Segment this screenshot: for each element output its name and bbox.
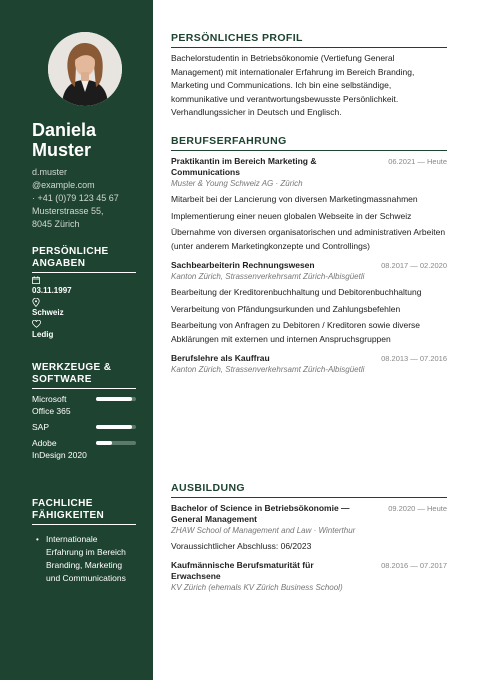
skill-level-bar <box>96 425 136 429</box>
phone-number: +41 (0)79 123 45 67 <box>37 193 119 203</box>
contact-info <box>32 166 142 231</box>
education-header <box>171 503 447 525</box>
personal-details-section <box>32 246 136 342</box>
personal-details-list <box>32 276 136 342</box>
job-entry <box>171 353 447 376</box>
job-title: Sachbearbeiterin Rechnungswesen <box>171 260 315 270</box>
skills-section <box>32 498 136 585</box>
job-date: 08.2017 — 02.2020 <box>381 261 447 270</box>
first-name: Daniela <box>32 120 97 140</box>
skill-level-fill <box>96 425 132 429</box>
job-task: Implementierung einer neuen globalen Webseite in der Schweiz <box>171 210 412 221</box>
job-task: Bearbeitung von Anfragen zu Debitoren / Kreditoren sowie diverse Abklärungen mit externen und internen Anspruchsgruppen <box>171 320 421 344</box>
tool-name: SAP <box>32 422 50 432</box>
last-name: Muster <box>32 140 92 160</box>
job-entry <box>171 260 447 346</box>
job-date: 06.2021 — Heute <box>388 157 447 166</box>
job-company: Kanton Zürich, Strassenverkehrsamt Zürich-Albisgüetli <box>171 272 365 281</box>
job-date: 08.2013 — 07.2016 <box>381 354 447 363</box>
skill-level-bar <box>96 397 136 401</box>
profile-section <box>171 32 447 120</box>
tools-title: WERKZEUGE & SOFTWARE <box>32 362 136 389</box>
tool-item <box>32 421 136 433</box>
skill-item <box>32 533 136 585</box>
job-task: Übernahme von diversen organisatorischen und administrativen Arbeiten (unter anderem Marketingkonzepte und Controllings) <box>171 227 446 251</box>
education-date: 09.2020 — Heute <box>388 504 447 513</box>
job-title: Praktikantin im Bereich Marketing & Communications <box>171 156 317 177</box>
profile-title: PERSÖNLICHES PROFIL <box>171 32 447 48</box>
phone-line[interactable] <box>32 192 142 205</box>
person-name <box>32 120 96 160</box>
experience-section <box>171 135 447 376</box>
skill-level-fill <box>96 397 132 401</box>
job-task: Mitarbeit bei der Lancierung von diversen Marketingmassnahmen <box>171 194 418 204</box>
tool-name: Adobe InDesign 2020 <box>32 438 87 460</box>
sidebar <box>0 0 153 680</box>
location-icon <box>32 298 136 308</box>
job-header <box>171 156 447 178</box>
job-company: Muster & Young Schweiz AG · Zürich <box>171 179 303 188</box>
email-line1[interactable]: d.muster <box>32 167 68 177</box>
birth-date: 03.11.1997 <box>32 286 72 295</box>
phone-icon: · <box>32 193 38 203</box>
job-task: Bearbeitung der Kreditorenbuchhaltung und Debitorenbuchhaltung <box>171 287 422 297</box>
school-name: ZHAW School of Management and Law · Winterthur <box>171 526 356 535</box>
calendar-icon <box>32 276 136 286</box>
education-section <box>171 482 447 594</box>
education-date: 08.2016 — 07.2017 <box>381 560 447 570</box>
experience-title: BERUFSERFAHRUNG <box>171 135 447 151</box>
education-header <box>171 560 447 582</box>
personal-details-title: PERSÖNLICHE ANGABEN <box>32 246 136 273</box>
job-header <box>171 260 447 271</box>
degree-title: Bachelor of Science in Betriebsökonomie — General Management <box>171 503 350 524</box>
job-header <box>171 353 447 364</box>
heart-icon <box>32 320 136 330</box>
nationality: Schweiz <box>32 308 64 317</box>
education-note: Voraussichtlicher Abschluss: 06/2023 <box>171 541 312 551</box>
job-title: Berufslehre als Kauffrau <box>171 353 270 363</box>
education-entry <box>171 503 447 554</box>
job-task: Verarbeitung von Pfändungsurkunden und Zahlungsbefehlen <box>171 303 401 314</box>
tool-item <box>32 393 136 417</box>
job-entry <box>171 156 447 253</box>
tools-section <box>32 362 136 461</box>
tool-name: Microsoft Office 365 <box>32 394 71 416</box>
profile-text: Bachelorstudentin in Betriebsökonomie (Vertiefung General Management) mit internationaler Erfahrung im Bereich Branding, Marketing und Communications. Ich bin eine selbständige, kommunikative und verantwortungsbewusste Persönlichkeit. Verhandlungssicher in Deutsch und Englisch. <box>171 53 415 117</box>
skill-level-bar <box>96 441 136 445</box>
tool-item <box>32 437 136 461</box>
skill-text: Internationale Erfahrung im Bereich Branding, Marketing und Communications <box>46 534 126 583</box>
email-line2[interactable]: @example.com <box>32 180 95 190</box>
profile-photo <box>48 32 122 106</box>
job-company: Kanton Zürich, Strassenverkehrsamt Zürich-Albisgüetli <box>171 365 365 374</box>
education-entry <box>171 560 447 594</box>
address-line2: 8045 Zürich <box>32 219 80 229</box>
address-line1: Musterstrasse 55, <box>32 206 104 216</box>
degree-title: Kaufmännische Berufsmaturität für Erwachsene <box>171 559 314 581</box>
skill-level-fill <box>96 441 112 445</box>
school-name: KV Zürich (ehemals KV Zürich Business School) <box>171 582 343 592</box>
skills-title: FACHLICHE FÄHIGKEITEN <box>32 498 136 525</box>
education-title: AUSBILDUNG <box>171 482 447 498</box>
bullet-icon: • <box>36 535 39 544</box>
marital-status: Ledig <box>32 330 54 339</box>
